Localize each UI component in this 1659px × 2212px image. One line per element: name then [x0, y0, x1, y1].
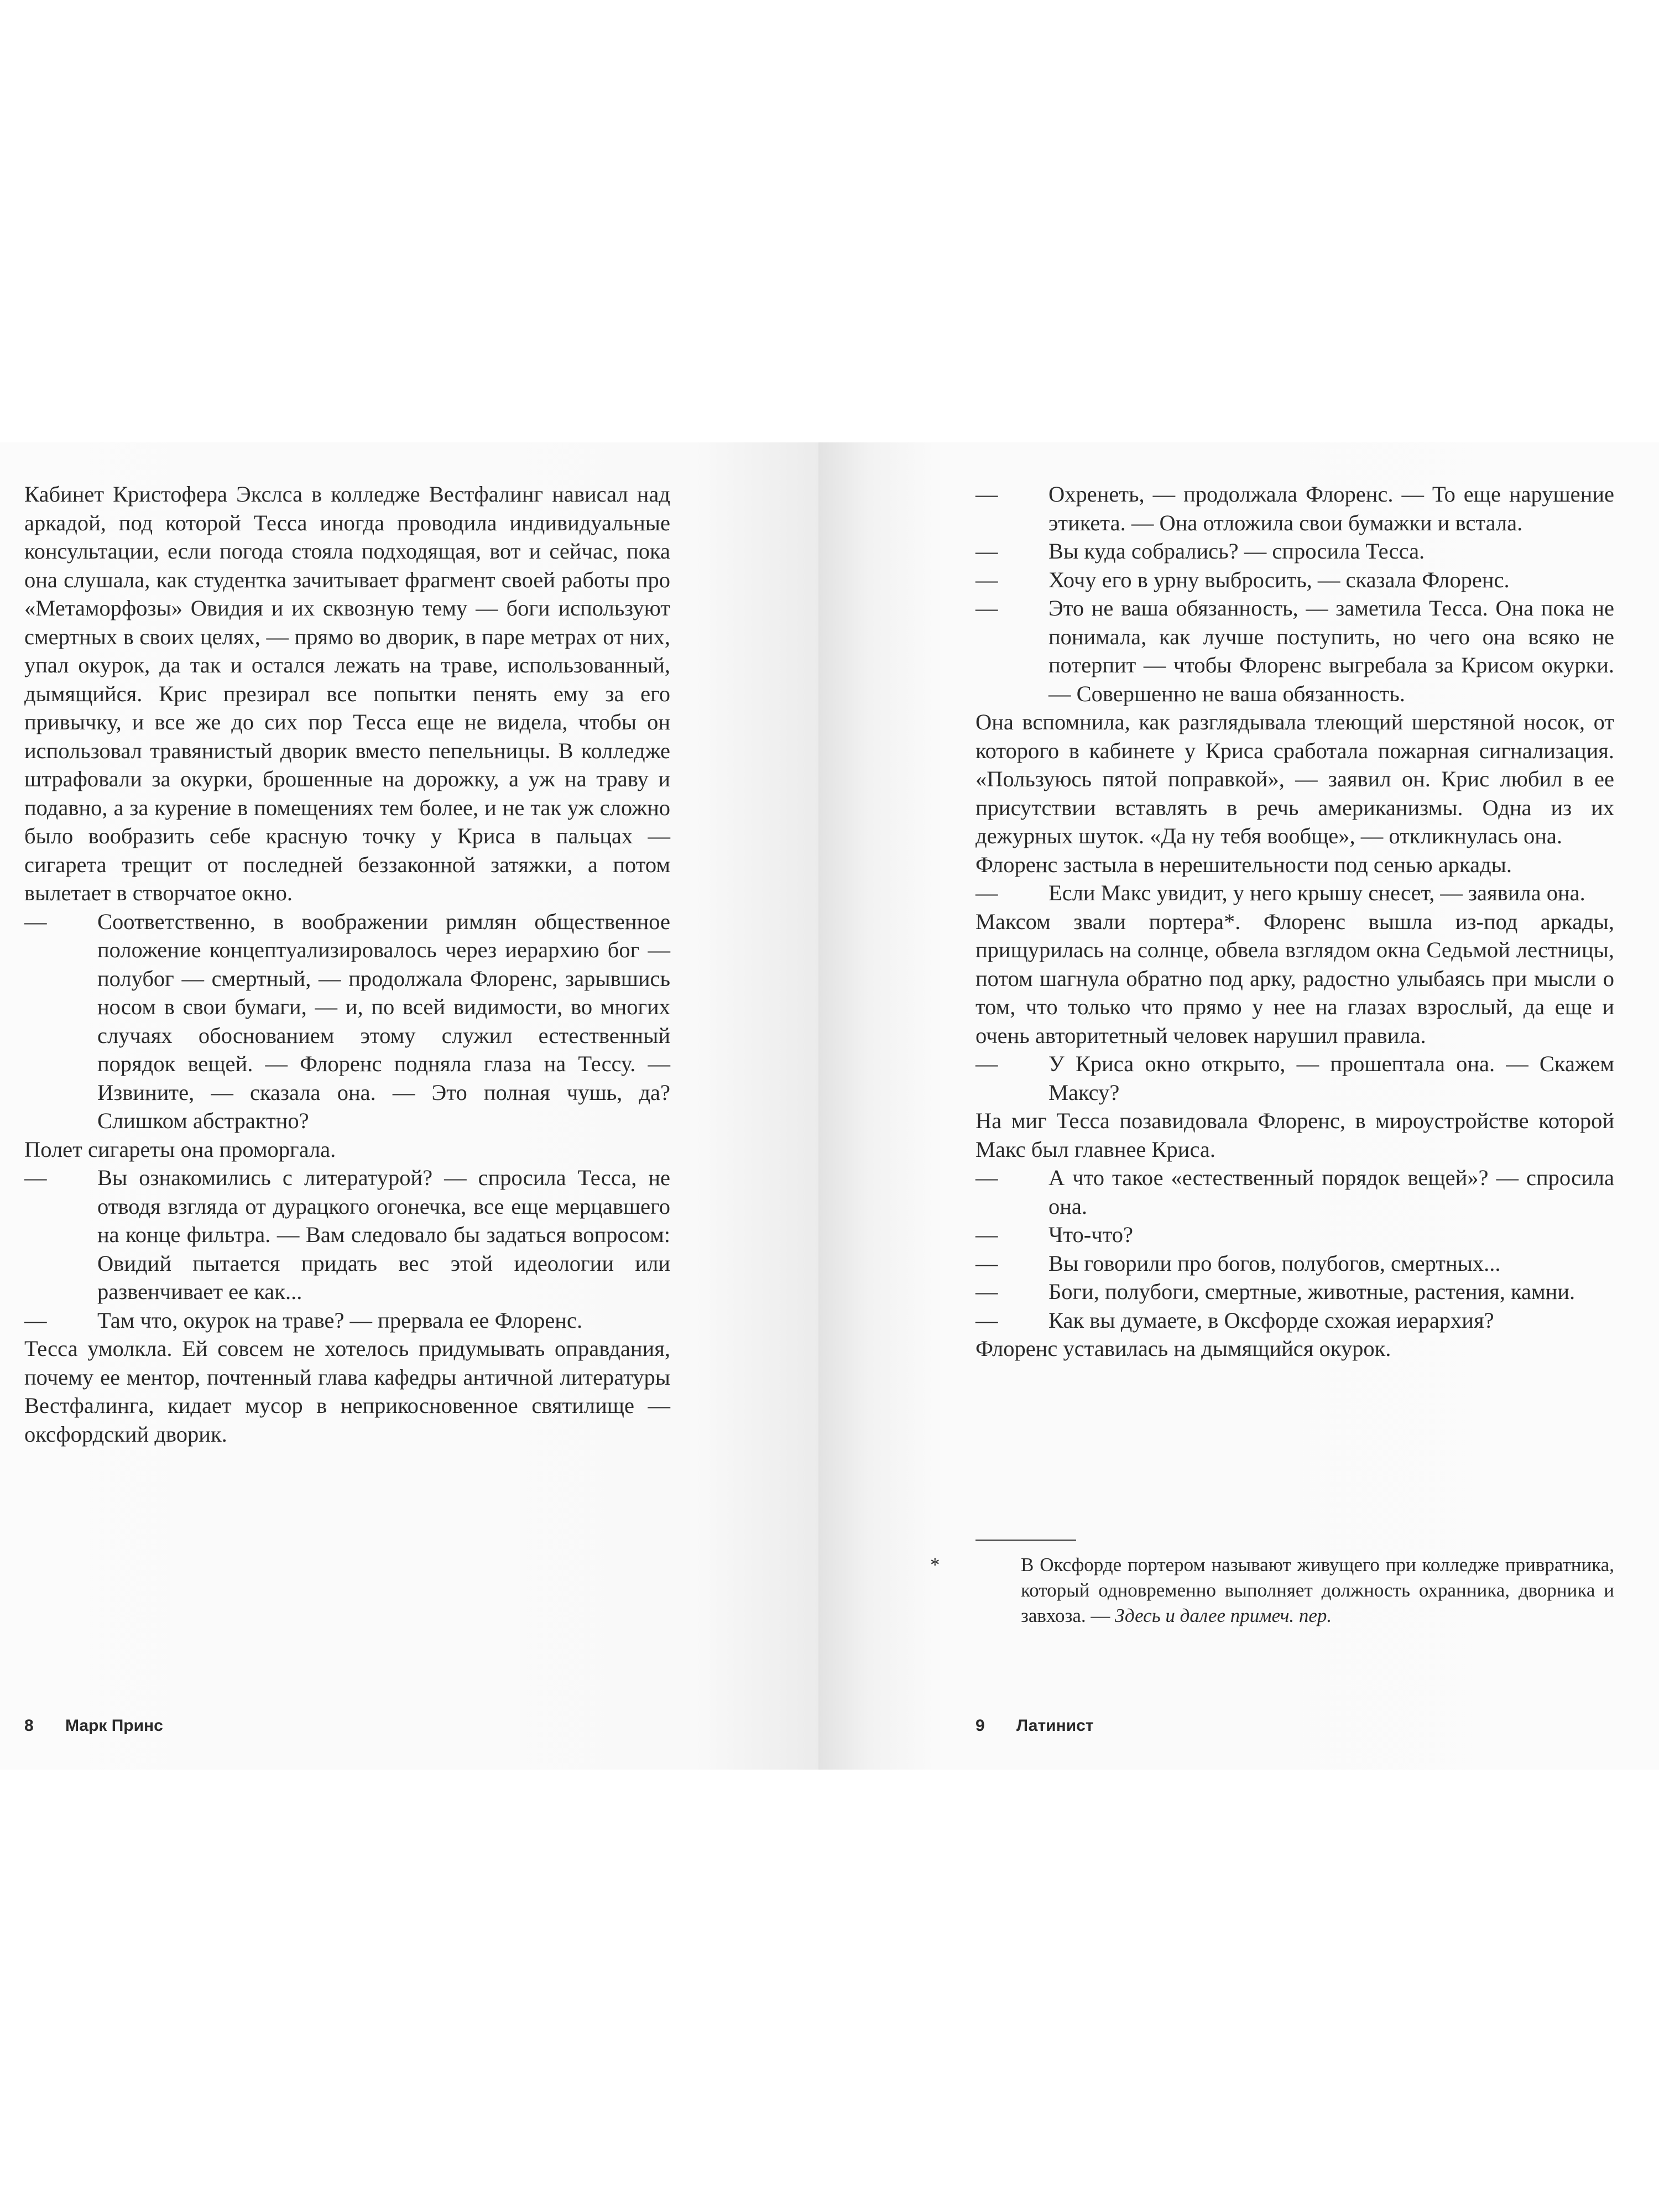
dialogue-line — [975, 1164, 1614, 1220]
dialogue-dash: — — [975, 880, 998, 905]
dialogue-dash: — — [975, 1165, 998, 1190]
dialogue-text: Это не ваша обязанность, — заметила Тесса. Она пока не понимала, как лучше поступить, но чего она всяко не потерпит — чтобы Флоренс выгребала за Крисом окурки. — Совершенно не ваша обязанность. — [1048, 596, 1614, 706]
dialogue-line — [975, 566, 1614, 594]
dialogue-dash: — — [975, 596, 998, 620]
paragraph: Полет сигареты она проморгала. — [24, 1136, 336, 1162]
dialogue-dash: — — [975, 1222, 998, 1247]
dialogue-line — [975, 480, 1614, 537]
right-page — [818, 442, 1659, 1770]
paragraph: Максом звали портера*. Флоренс вышла из-под аркады, прищурилась на солнце, обвела взглядом окна Седьмой лестницы, потом шагнула обратно под арку, радостно улыбаясь при мысли о том, что только что прямо у нее на глазах взрослый, да еще и очень авторитетный человек нарушил правила. — [975, 909, 1614, 1048]
dialogue-line — [975, 1277, 1614, 1306]
dialogue-dash: — — [24, 1307, 47, 1333]
footnote-text: В Оксфорде портером называют живущего при колледже привратника, который одновременно выполняет должность охранника, дворника и завхоза. — — [1021, 1554, 1614, 1626]
dialogue-dash: — — [975, 567, 998, 592]
dialogue-text: Боги, полубоги, смертные, животные, растения, камни. — [1048, 1279, 1575, 1304]
dialogue-text: Там что, окурок на траве? — прервала ее Флоренс. — [97, 1307, 583, 1333]
dialogue-line — [975, 1220, 1614, 1249]
dialogue-dash: — — [975, 1250, 998, 1276]
dialogue-line — [975, 537, 1614, 566]
running-head-title: Латинист — [1016, 1717, 1094, 1735]
dialogue-line — [975, 1306, 1614, 1335]
left-page-body — [24, 480, 670, 1448]
paragraph: Она вспомнила, как разглядывала тлеющий шерстяной носок, от которого в кабинете у Криса сработала пожарная сигнализация. «Пользуюсь пятой поправкой», — заявил он. Крис любил в ее присутствии вставлять в речь американизмы. Одна из их дежурных шуток. «Да ну тебя вообще», — откликнулась она. — [975, 709, 1614, 848]
right-page-footer — [975, 1717, 1094, 1735]
dialogue-line — [24, 907, 670, 1135]
paragraph: Тесса умолкла. Ей совсем не хотелось придумывать оправдания, почему ее ментор, почтенный глава кафедры античной литературы Вестфалинга, кидает мусор в неприкосновенное святилище — оксфордский дворик. — [24, 1336, 670, 1447]
dialogue-text: У Криса окно открыто, — прошептала она. — Скажем Максу? — [1048, 1051, 1614, 1105]
dialogue-dash: — — [975, 482, 998, 507]
footnote-italic-note: Здесь и далее примеч. пер. — [1115, 1605, 1332, 1626]
paragraph: Флоренс уставилась на дымящийся окурок. — [975, 1336, 1391, 1361]
dialogue-text: Вы ознакомились с литературой? — спросила Тесса, не отводя взгляда от дурацкого огонечка, все еще мерцавшего на конце фильтра. — Вам следовало бы задаться вопросом: Овидий пытается придать вес этой идеологии или развенчивает ее как... — [97, 1165, 670, 1304]
dialogue-text: Соответственно, в воображении римлян общественное положение концептуализировалось через иерархию бог — полубог — смертный, — продолжала Флоренс, зарывшись носом в свои бумаги, — и, по всей видимости, во многих случаях обоснованием этому служил естественный порядок вещей. — Флоренс подняла глаза на Тессу. — Извините, — сказала она. — Это полная чушь, да? Слишком абстрактно? — [97, 909, 670, 1133]
dialogue-line — [975, 1249, 1614, 1278]
book-spread-scan — [0, 442, 1659, 1770]
footnote-mark: * — [930, 1554, 940, 1575]
dialogue-line — [975, 879, 1614, 907]
footnote-body — [930, 1552, 1614, 1629]
page-number: 8 — [24, 1717, 34, 1735]
dialogue-text: Если Макс увидит, у него крышу снесет, — заявила она. — [1048, 880, 1585, 905]
dialogue-text: Вы говорили про богов, полубогов, смертных... — [1048, 1250, 1501, 1276]
running-head-author: Марк Принс — [65, 1717, 163, 1735]
dialogue-text: Что-что? — [1048, 1222, 1133, 1247]
footnote-rule — [975, 1540, 1076, 1541]
dialogue-text: Хочу его в урну выбросить, — сказала Флоренс. — [1048, 567, 1510, 592]
dialogue-dash: — — [24, 909, 47, 934]
dialogue-dash: — — [975, 539, 998, 564]
left-page — [0, 442, 818, 1770]
paragraph: Кабинет Кристофера Экслса в колледже Вестфалинг нависал над аркадой, под которой Тесса иногда проводила индивидуальные консультации, если погода стояла подходящая, вот и сейчас, пока она слушала, как студентка зачитывает фрагмент своей работы про «Метаморфозы» Овидия и их сквозную тему — боги используют смертных в своих целях, — прямо во дворик, в паре метрах от них, упал окурок, да так и остался лежать на траве, использованный, дымящийся. Крис презирал все попытки пенять ему за его привычку, и все же до сих пор Тесса еще не видела, чтобы он использовал травянистый дворик вместо пепельницы. В колледже штрафовали за окурки, брошенные на дорожку, а уж на траву и подавно, а за курение в помещениях тем более, и не так уж сложно было вообразить себе красную точку у Криса в пальцах — сигарета трещит от последней беззаконной затяжки, а потом вылетает в створчатое окно. — [24, 482, 670, 905]
page-number: 9 — [975, 1717, 985, 1735]
dialogue-line — [24, 1164, 670, 1306]
dialogue-dash: — — [24, 1165, 47, 1190]
dialogue-dash: — — [975, 1051, 998, 1076]
paragraph: На миг Тесса позавидовала Флоренс, в мироустройстве которой Макс был главнее Криса. — [975, 1108, 1614, 1162]
dialogue-dash: — — [975, 1279, 998, 1304]
dialogue-text: Как вы думаете, в Оксфорде схожая иерархия? — [1048, 1307, 1494, 1333]
dialogue-dash: — — [975, 1307, 998, 1333]
dialogue-text: Охренеть, — продолжала Флоренс. — То еще нарушение этикета. — Она отложила свои бумажки и встала. — [1048, 482, 1614, 535]
footnote — [930, 1552, 1614, 1629]
dialogue-text: А что такое «естественный порядок вещей»? — спросила она. — [1048, 1165, 1614, 1219]
paragraph: Флоренс застыла в нерешительности под сенью аркады. — [975, 852, 1512, 877]
right-page-body — [975, 480, 1614, 1363]
dialogue-text: Вы куда собрались? — спросила Тесса. — [1048, 539, 1425, 564]
dialogue-line — [975, 1050, 1614, 1107]
dialogue-line — [975, 594, 1614, 708]
dialogue-line — [24, 1306, 670, 1335]
left-page-footer — [24, 1717, 163, 1735]
